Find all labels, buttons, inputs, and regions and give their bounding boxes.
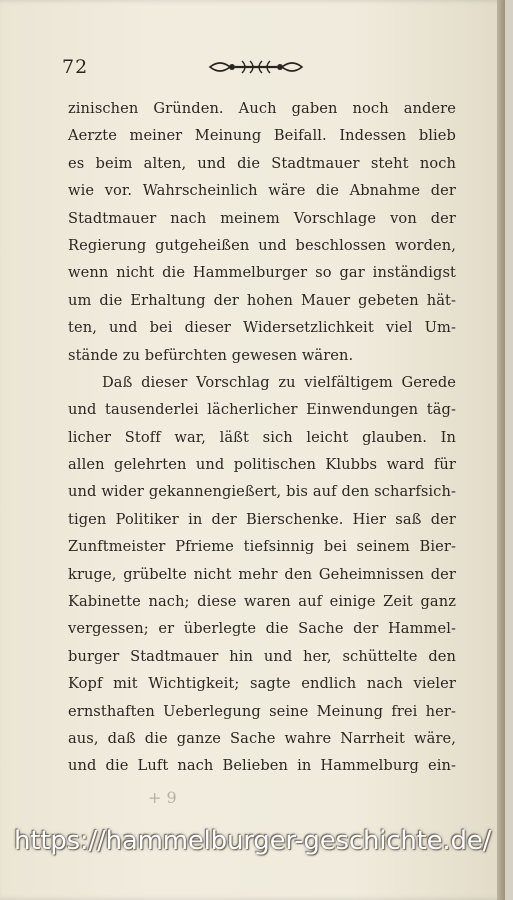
text-line-22: Kopf mit Wichtigkeit; sagte endlich nach vieler <box>68 675 456 693</box>
text-line-15: und wider gekannengießert, bis auf den scharfsich- <box>68 483 456 501</box>
text-line-7: wenn nicht die Hammelburger so gar inständigst <box>68 264 456 282</box>
text-line-14: allen gelehrten und politischen Klubbs ward für <box>68 456 456 474</box>
text-line-23: ernsthaften Ueberlegung seine Meinung frei her- <box>68 702 456 720</box>
text-line-19: Kabinette nach; diese waren auf einige Zeit ganz <box>68 593 456 611</box>
page-number: 72 <box>62 56 89 78</box>
ornament-icon <box>208 56 304 78</box>
page-mark: + 9 <box>148 788 177 807</box>
text-line-3: es beim alten, und die Stadtmauer steht noch <box>68 154 456 172</box>
text-line-17: Zunftmeister Pfrieme tiefsinnig bei seinem Bier- <box>68 538 456 556</box>
text-line-2: Aerzte meiner Meinung Beifall. Indessen blieb <box>68 127 456 145</box>
page-header <box>60 54 460 82</box>
text-line-16: tigen Politiker in der Bierschenke. Hier saß der <box>68 510 456 528</box>
text-line-1: zinischen Gründen. Auch gaben noch andere <box>68 100 456 117</box>
body-text <box>68 95 456 780</box>
text-line-13: licher Stoff war, läßt sich leicht glauben. In <box>68 428 456 446</box>
page-edge <box>497 0 505 900</box>
text-line-6: Regierung gutgeheißen und beschlossen worden, <box>68 236 456 254</box>
watermark-url: https://hammelburger-geschichte.de/ <box>14 826 492 856</box>
text-line-11: Daß dieser Vorschlag zu vielfältigem Gerede <box>102 373 456 391</box>
text-line-25: und die Luft nach Belieben in Hammelburg ein- <box>68 757 456 775</box>
text-line-5: Stadtmauer nach meinem Vorschlage von der <box>68 209 456 227</box>
text-line-20: vergessen; er überlegte die Sache der Hammel- <box>68 620 456 638</box>
text-line-4: wie vor. Wahrscheinlich wäre die Abnahme der <box>68 182 456 200</box>
text-line-10: stände zu befürchten gewesen wären. <box>68 346 354 364</box>
text-line-12: und tausenderlei lächerlicher Einwendungen täg- <box>68 401 456 419</box>
text-line-21: burger Stadtmauer hin und her, schüttelte den <box>68 647 456 665</box>
text-line-9: ten, und bei dieser Widersetzlichkeit viel Um- <box>68 319 456 337</box>
text-line-8: um die Erhaltung der hohen Mauer gebeten hät- <box>68 291 456 309</box>
text-line-18: kruge, grübelte nicht mehr den Geheimnissen der <box>68 565 456 583</box>
text-line-24: aus, daß die ganze Sache wahre Narrheit wäre, <box>68 729 456 747</box>
